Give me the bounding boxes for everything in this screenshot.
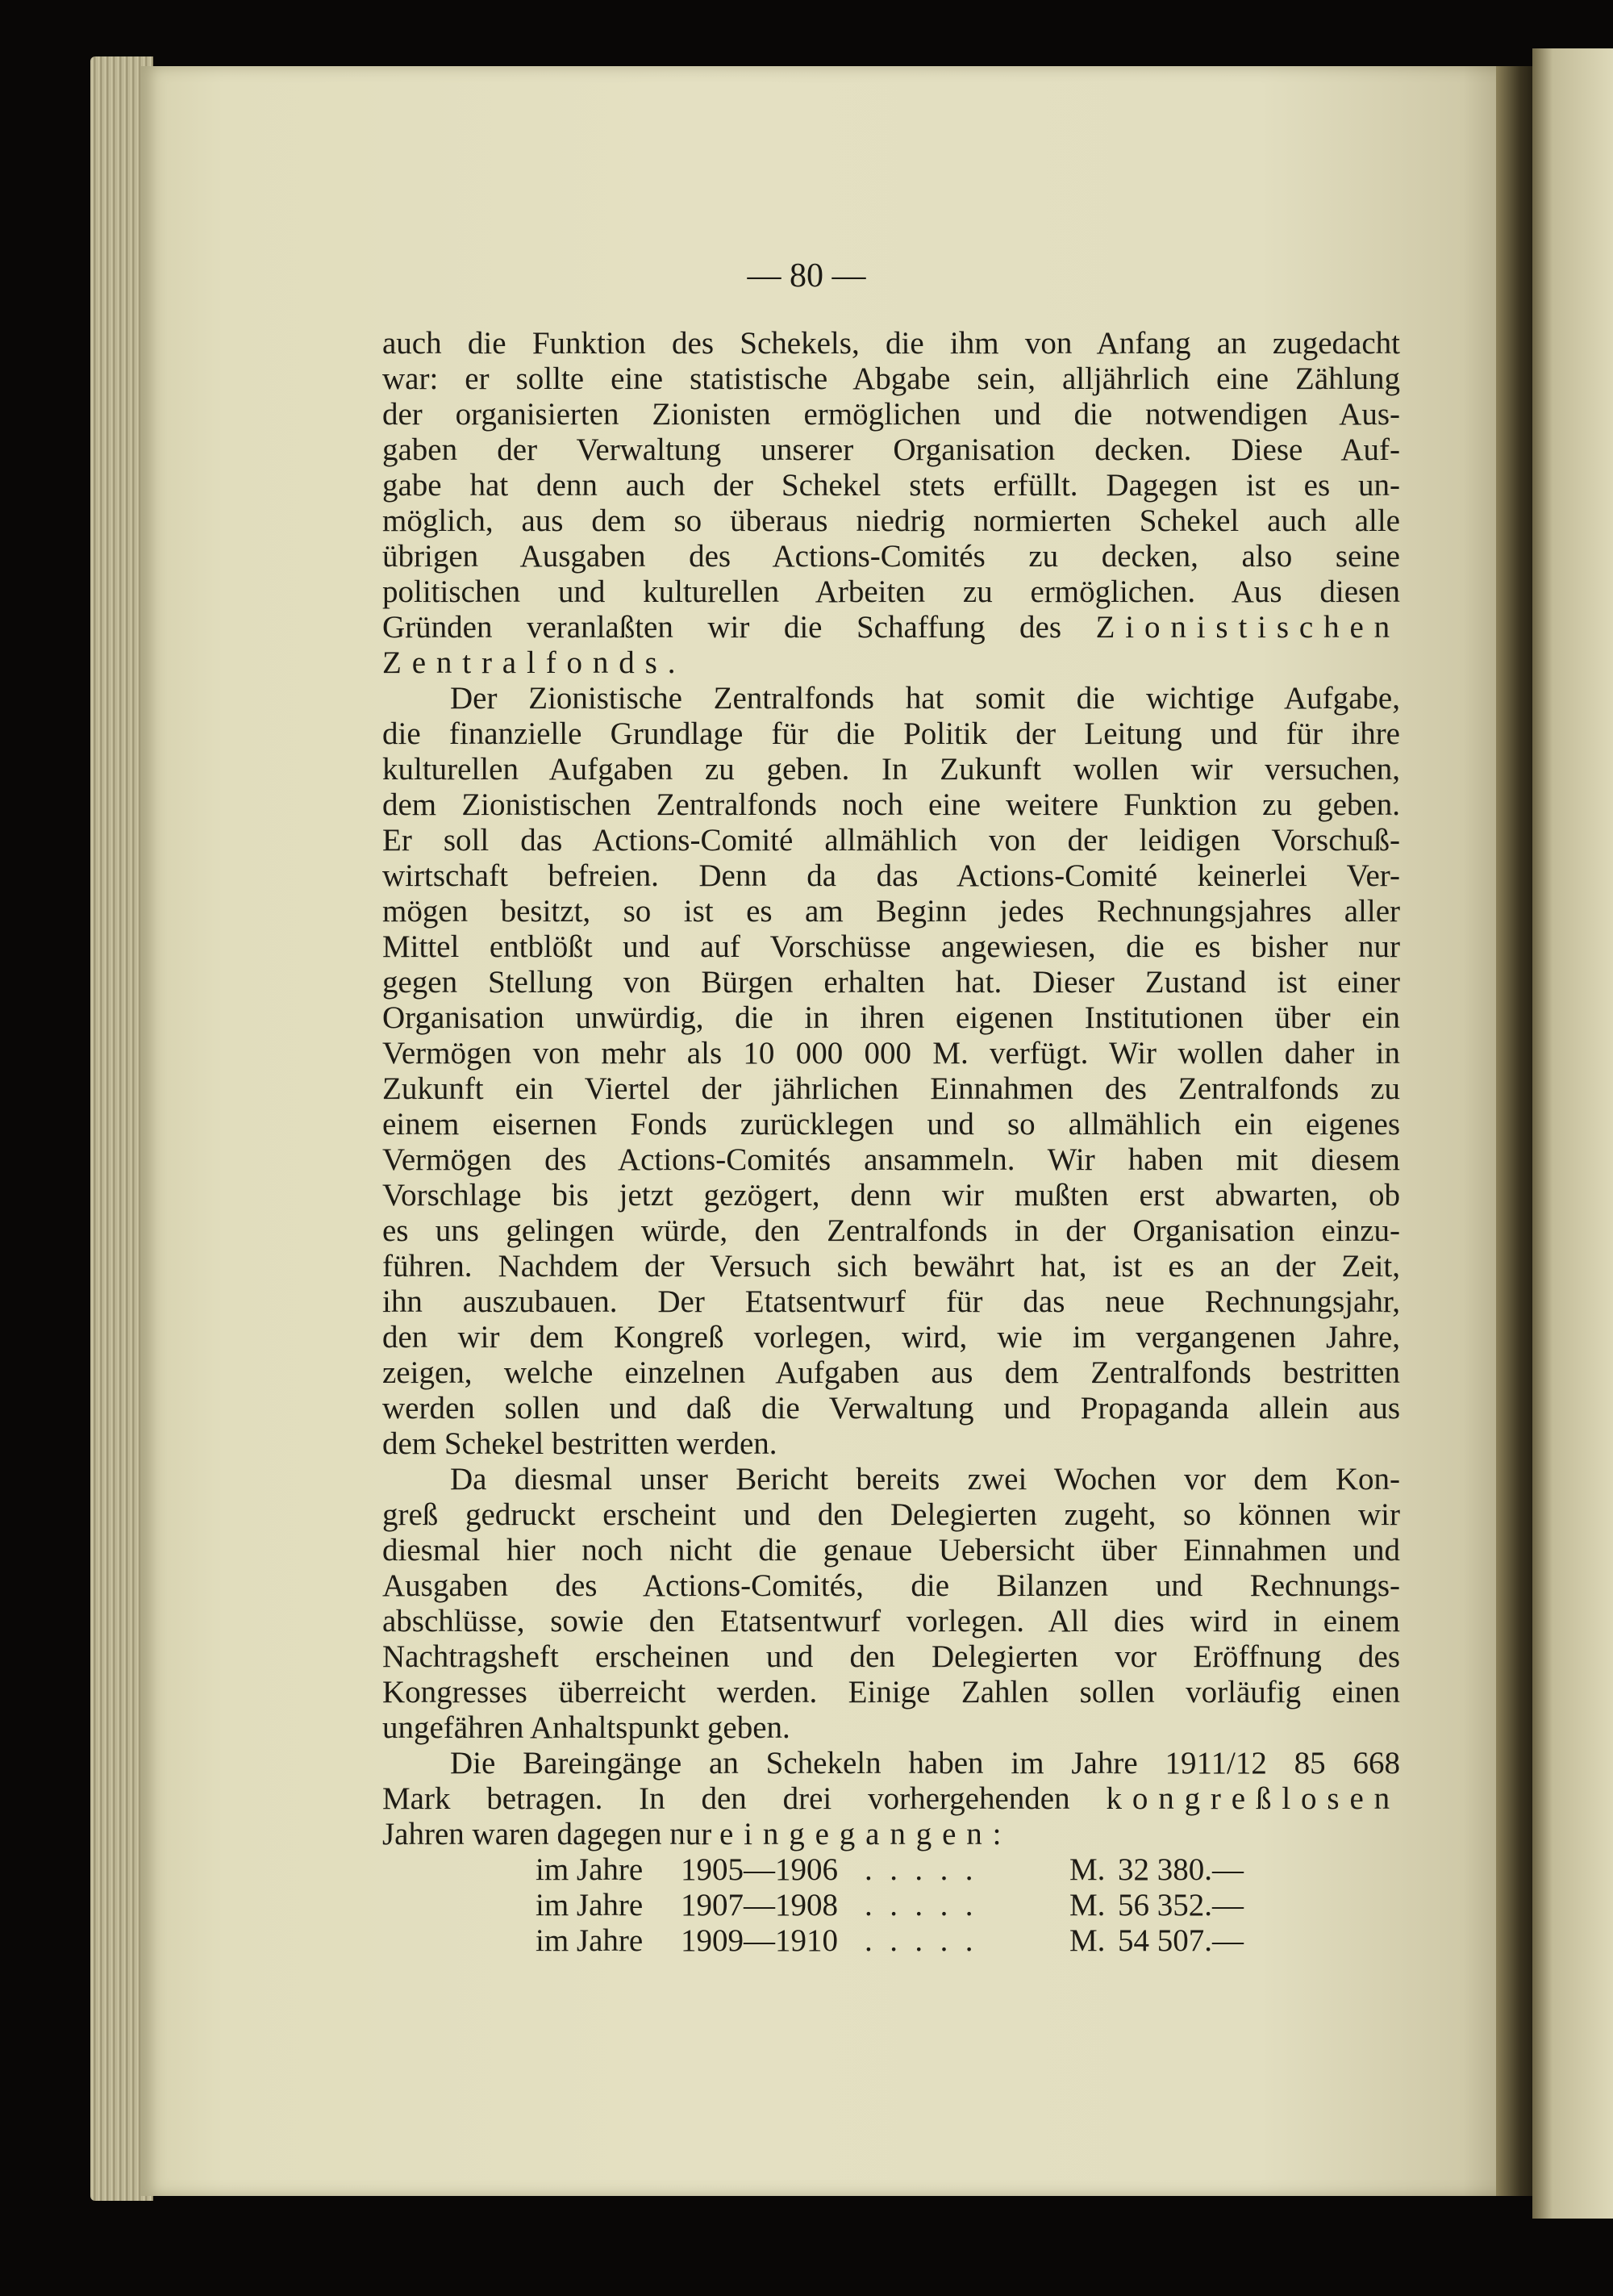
text-line: dem Schekel bestritten werden. — [382, 1426, 777, 1461]
text-line: Kongresses überreicht werden. Einige Zahlen sollen vorläufig einen — [382, 1675, 1400, 1709]
table-row — [382, 1888, 1400, 1923]
text-line: zeigen, welche einzelnen Aufgaben aus dem Zentralfonds bestritten — [382, 1355, 1400, 1390]
text-line — [382, 645, 1400, 681]
text-line: übrigen Ausgaben des Actions-Comités zu decken, also seine — [382, 539, 1400, 574]
row-amount: 54 507.— — [1118, 1923, 1244, 1958]
text-line: kulturellen Aufgaben zu geben. In Zukunft wollen wir versuchen, — [382, 752, 1400, 787]
spaced-term-zionistischen: Zionistischen — [1095, 610, 1401, 645]
text-line: politischen und kulturellen Arbeiten zu ermöglichen. Aus diesen — [382, 574, 1400, 609]
text-line: Zukunft ein Viertel der jährlichen Einnahmen des Zentralfonds zu — [382, 1071, 1400, 1106]
row-label: im Jahre — [536, 1923, 644, 1958]
row-currency: M. — [1069, 1888, 1106, 1922]
text-line: war: er sollte eine statistische Abgabe sein, alljährlich eine Zählung — [382, 361, 1400, 396]
text-line: wirtschaft befreien. Denn da das Actions-Comité keinerlei Ver- — [382, 858, 1400, 893]
table-row — [382, 1852, 1400, 1888]
text-line: Mittel entblößt und auf Vorschüsse angewiesen, die es bisher nur — [382, 929, 1400, 964]
text-line: abschlüsse, sowie den Etatsentwurf vorlegen. All dies wird in einem — [382, 1604, 1400, 1639]
text-line: einem eisernen Fonds zurücklegen und so allmählich ein eigenes — [382, 1107, 1400, 1142]
body-text — [382, 326, 1400, 1959]
row-currency: M. — [1069, 1852, 1106, 1887]
text-line-paragraph-start: Der Zionistische Zentralfonds hat somit die wichtige Aufgabe, — [450, 681, 1400, 716]
spaced-term-eingegangen: eingegangen: — [719, 1817, 1012, 1851]
text-line: Vorschlage bis jetzt gezögert, denn wir mußten erst abwarten, ob — [382, 1178, 1400, 1213]
text-line: gegen Stellung von Bürgen erhalten hat. Dieser Zustand ist einer — [382, 965, 1400, 1000]
text-line: es uns gelingen würde, den Zentralfonds in der Organisation einzu- — [382, 1213, 1400, 1248]
text-line: diesmal hier noch nicht die genaue Uebersicht über Einnahmen und — [382, 1533, 1400, 1568]
text-line-start: Jahren waren dagegen nur — [382, 1817, 712, 1851]
receipts-table — [382, 1852, 1400, 1959]
text-line: Er soll das Actions-Comité allmählich von der leidigen Vorschuß- — [382, 823, 1400, 858]
text-line-start: Gründen veranlaßten wir die Schaffung des — [382, 610, 1062, 645]
text-line: Nachtragsheft erscheinen und den Delegierten vor Eröffnung des — [382, 1639, 1400, 1674]
text-line: mögen besitzt, so ist es am Beginn jedes Rechnungsjahres aller — [382, 894, 1400, 929]
row-amount: 32 380.— — [1118, 1852, 1244, 1887]
row-leader-dots: ..... — [865, 1852, 990, 1887]
text-line: Ausgaben des Actions-Comités, die Bilanzen und Rechnungs- — [382, 1568, 1400, 1603]
text-line: auch die Funktion des Schekels, die ihm von Anfang an zugedacht — [382, 326, 1400, 361]
text-line — [382, 1817, 1400, 1852]
text-line-paragraph-start: Da diesmal unser Bericht bereits zwei Wochen vor dem Kon- — [450, 1462, 1400, 1497]
text-line: die finanzielle Grundlage für die Politik der Leitung und für ihre — [382, 716, 1400, 751]
text-line: werden sollen und daß die Verwaltung und Propaganda allein aus — [382, 1391, 1400, 1426]
text-line: führen. Nachdem der Versuch sich bewährt hat, ist es an der Zeit, — [382, 1249, 1400, 1284]
text-line: ihn auszubauen. Der Etatsentwurf für das neue Rechnungsjahr, — [382, 1284, 1400, 1319]
text-line: der organisierten Zionisten ermöglichen und die notwendigen Aus- — [382, 397, 1400, 432]
spaced-term-kongresslosen: kongreßlosen — [1106, 1781, 1401, 1816]
text-line: möglich, aus dem so überaus niedrig normierten Schekel auch alle — [382, 503, 1400, 538]
row-years: 1907—1908 — [681, 1888, 838, 1922]
row-leader-dots: ..... — [865, 1888, 990, 1922]
row-label: im Jahre — [536, 1888, 644, 1922]
text-line: gabe hat denn auch der Schekel stets erfüllt. Dagegen ist es un- — [382, 468, 1400, 503]
text-line: Organisation unwürdig, die in ihren eigenen Institutionen über ein — [382, 1000, 1400, 1035]
text-line: dem Zionistischen Zentralfonds noch eine weitere Funktion zu geben. — [382, 787, 1400, 822]
page-number: — 80 — — [747, 257, 866, 294]
text-line: den wir dem Kongreß vorlegen, wird, wie im vergangenen Jahre, — [382, 1320, 1400, 1355]
row-leader-dots: ..... — [865, 1923, 990, 1958]
spaced-term-zentralfonds: Zentralfonds. — [382, 645, 686, 680]
text-line: Vermögen von mehr als 10 000 000 M. verfügt. Wir wollen daher in — [382, 1036, 1400, 1071]
text-line — [382, 1781, 1400, 1817]
text-line: Vermögen des Actions-Comités ansammeln. Wir haben mit diesem — [382, 1142, 1400, 1177]
text-line-start: Mark betragen. In den drei vorhergehenden — [382, 1781, 1070, 1816]
next-page-edge — [1532, 48, 1613, 2219]
text-line: ungefähren Anhaltspunkt geben. — [382, 1710, 790, 1745]
text-line: greß gedruckt erscheint und den Delegierten zugeht, so können wir — [382, 1497, 1400, 1532]
row-currency: M. — [1069, 1923, 1106, 1958]
row-label: im Jahre — [536, 1852, 644, 1887]
table-row — [382, 1923, 1400, 1959]
text-line — [382, 610, 1400, 645]
row-years: 1905—1906 — [681, 1852, 838, 1887]
row-amount: 56 352.— — [1118, 1888, 1244, 1922]
row-years: 1909—1910 — [681, 1923, 838, 1958]
text-line: gaben der Verwaltung unserer Organisation decken. Diese Auf- — [382, 432, 1400, 467]
text-line-paragraph-start: Die Bareingänge an Schekeln haben im Jahre 1911/12 85 668 — [450, 1746, 1400, 1780]
